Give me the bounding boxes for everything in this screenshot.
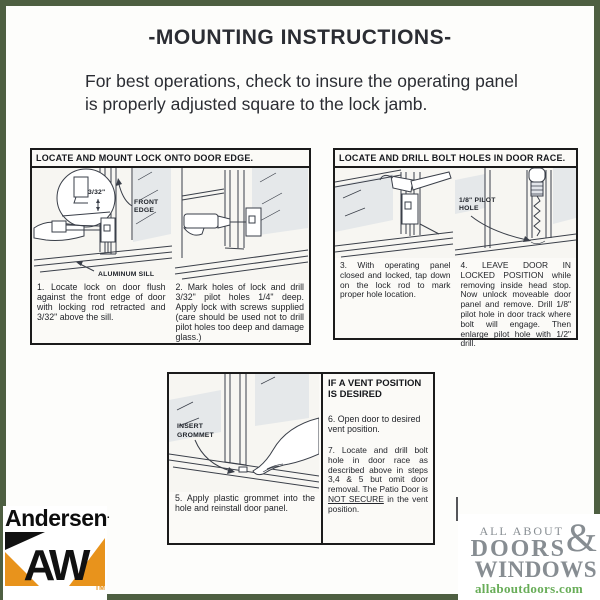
logo-url: allaboutdoors.com [474, 581, 584, 596]
drill-lock-scene [175, 168, 308, 279]
hammer-head [391, 176, 413, 192]
measurement-label: 3/32" [88, 189, 106, 196]
panel3-illustration [169, 374, 319, 492]
svg-text:HOLE: HOLE [459, 205, 479, 212]
registered-mark: ▪ [107, 515, 109, 521]
panel3-header: IF A VENT POSITION IS DESIRED [328, 378, 422, 400]
svg-text:EDGE: EDGE [134, 207, 155, 214]
aluminum-sill-label: ALUMINUM SILL [98, 271, 155, 278]
emblem-aw-text: AW [23, 541, 87, 586]
step-3: 3. With operating panel closed and locked, tap down on the lock rod to mark proper hole location. [340, 260, 451, 300]
drill-bit [534, 196, 540, 236]
trademark-mark: TM [94, 585, 105, 592]
step-7: 7. Locate and drill bolt hole in door race as described above in steps 3,4 & 5 but omit door removal. The Patio Door is NOT SECURE in the vent position. [328, 445, 428, 514]
panel3-right-column [321, 374, 433, 543]
drill-housing [529, 168, 545, 182]
panel1-header: LOCATE AND MOUNT LOCK ONTO DOOR EDGE. [32, 150, 309, 168]
front-edge-label: FRONT [134, 199, 159, 206]
andersen-logo [3, 506, 107, 600]
allaboutdoors-logo [458, 514, 600, 600]
panel1-illustration [32, 168, 309, 280]
pilot-hole-label: 1/8" PILOT [459, 197, 496, 204]
panel1-steps [32, 280, 309, 345]
panel2-steps [335, 258, 576, 352]
not-secure-underline: NOT SECURE [328, 493, 384, 504]
andersen-wordmark: Andersen▪ [5, 505, 109, 531]
grommet [239, 467, 247, 472]
panel2-header: LOCATE AND DRILL BOLT HOLES IN DOOR RACE. [335, 150, 576, 168]
subtitle-line-1: For best operations, check to insure the operating panel [85, 71, 518, 91]
step-6: 6. Open door to desired vent position. [328, 414, 421, 434]
scan-registration-mark [456, 497, 458, 521]
hand-2 [253, 418, 319, 475]
svg-text:GROMMET: GROMMET [177, 432, 214, 439]
drill-barrel [184, 214, 218, 228]
step-1: 1. Locate lock on door flush against the front edge of door with locking rod retracted and 3/32" above the sill. [37, 282, 166, 322]
step-4: 4. LEAVE DOOR IN LOCKED POSITION while removing inside head stop. Now unlock moveable door panel and remove. Drill 1/8" pilot hole in door track where bolt will engage. Then enlarge pilot hole with 1/2" drill. [460, 260, 571, 349]
insert-grommet-label: INSERT [177, 423, 204, 430]
page-subtitle [85, 70, 518, 116]
ampersand-glyph: & [565, 515, 597, 560]
logo-line-all-about: ALL ABOUT [479, 524, 564, 538]
andersen-aw-emblem [5, 532, 105, 586]
page-title: -MOUNTING INSTRUCTIONS- [148, 26, 452, 49]
door-edge-scene [34, 168, 172, 278]
subtitle-line-2: is properly adjusted square to the lock jamb. [85, 94, 428, 114]
step-5: 5. Apply plastic grommet into the hole and reinstall door panel. [175, 493, 315, 513]
panel-locate-mount-lock [30, 148, 311, 345]
logo-line-doors: DOORS [470, 536, 566, 562]
panel3-left-column [169, 374, 321, 543]
panel-vent-position [167, 372, 435, 545]
logo-line-windows: WINDOWS [474, 557, 597, 582]
pilot-hole-scene [455, 168, 576, 255]
step-2: 2. Mark holes of lock and drill 3/32" pilot holes 1/4" deep. Apply lock with screws supplied (care should be used not to drill pilot holes too deep and damage glass.) [175, 282, 304, 342]
panel2-illustration [335, 168, 576, 258]
hammer-handle [411, 172, 451, 190]
panel-drill-bolt-holes [333, 148, 578, 349]
hammer-scene [335, 170, 453, 257]
